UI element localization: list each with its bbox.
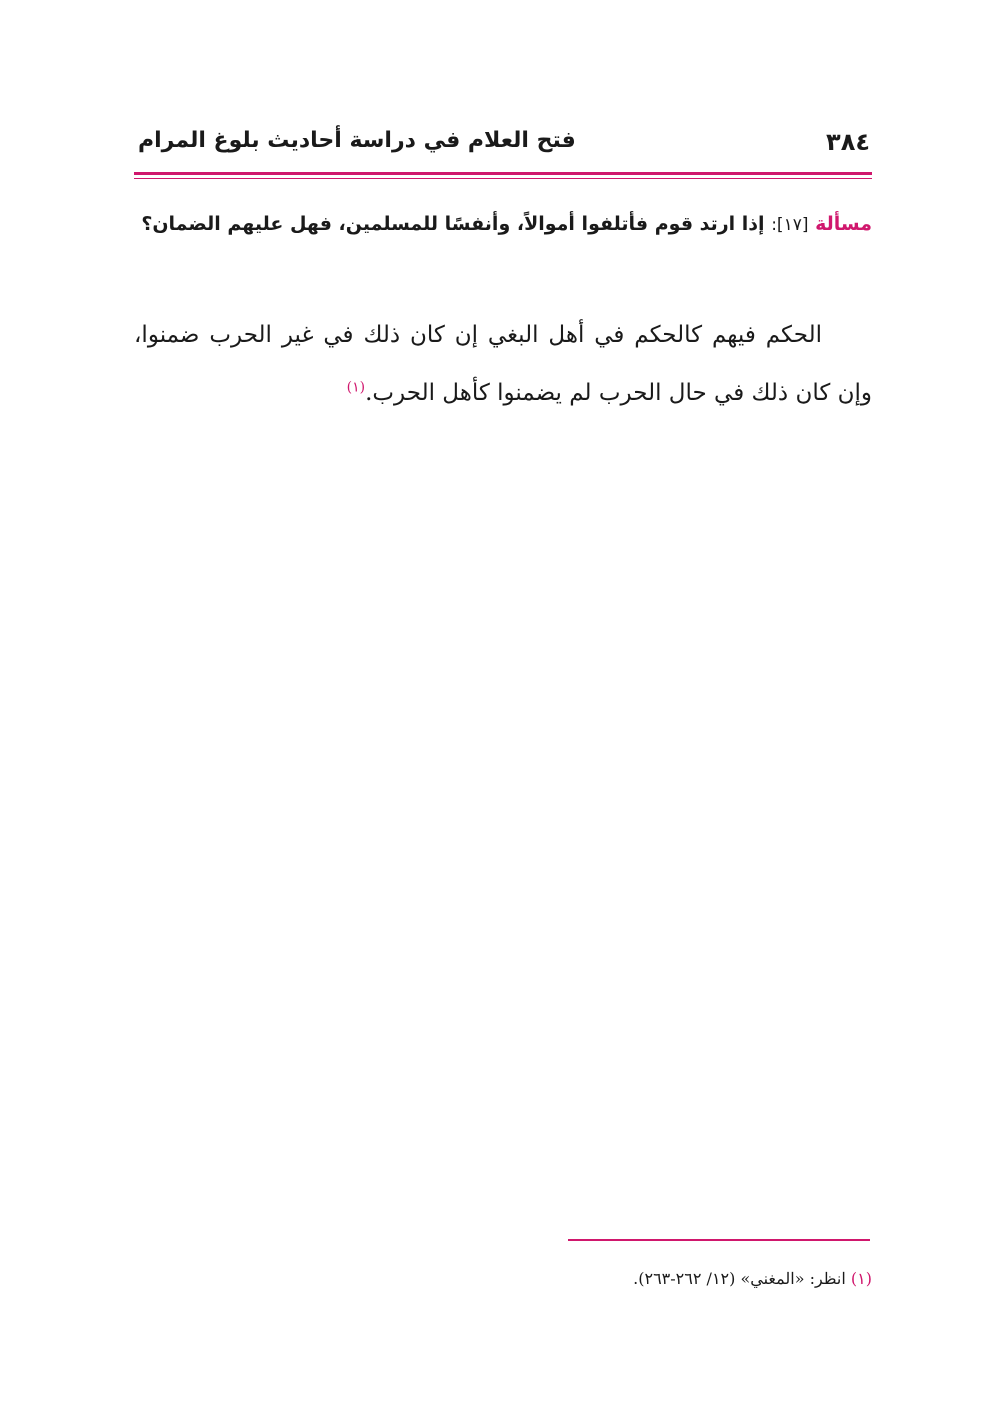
footnote-text: انظر: «المغني» (١٢/ ٢٦٢-٢٦٣). [633,1269,846,1288]
question-label: مسألة [815,213,872,235]
footnote-reference[interactable]: (١) [346,379,366,396]
footnote [134,1264,872,1294]
question-text: إذا ارتد قوم فأتلفوا أموالاً، وأنفسًا للمسلمين، فهل عليهم الضمان؟ [141,213,765,235]
answer-text: الحكم فيهم كالحكم في أهل البغي إن كان ذلك في غير الحرب ضمنوا، وإن كان ذلك في حال الحرب لم يضمنوا كأهل الحرب. [134,322,872,406]
footnote-number: (١) [850,1269,872,1288]
page-number: ٣٨٤ [826,128,870,156]
answer-paragraph [134,306,872,422]
header-rule-thin [134,178,872,179]
page-header [134,126,872,166]
header-rule-thick [134,172,872,175]
question-block [134,196,872,253]
running-title: فتح العلام في دراسة أحاديث بلوغ المرام [138,128,576,153]
footnote-separator [568,1239,870,1241]
question-number: [١٧]: [771,215,809,235]
